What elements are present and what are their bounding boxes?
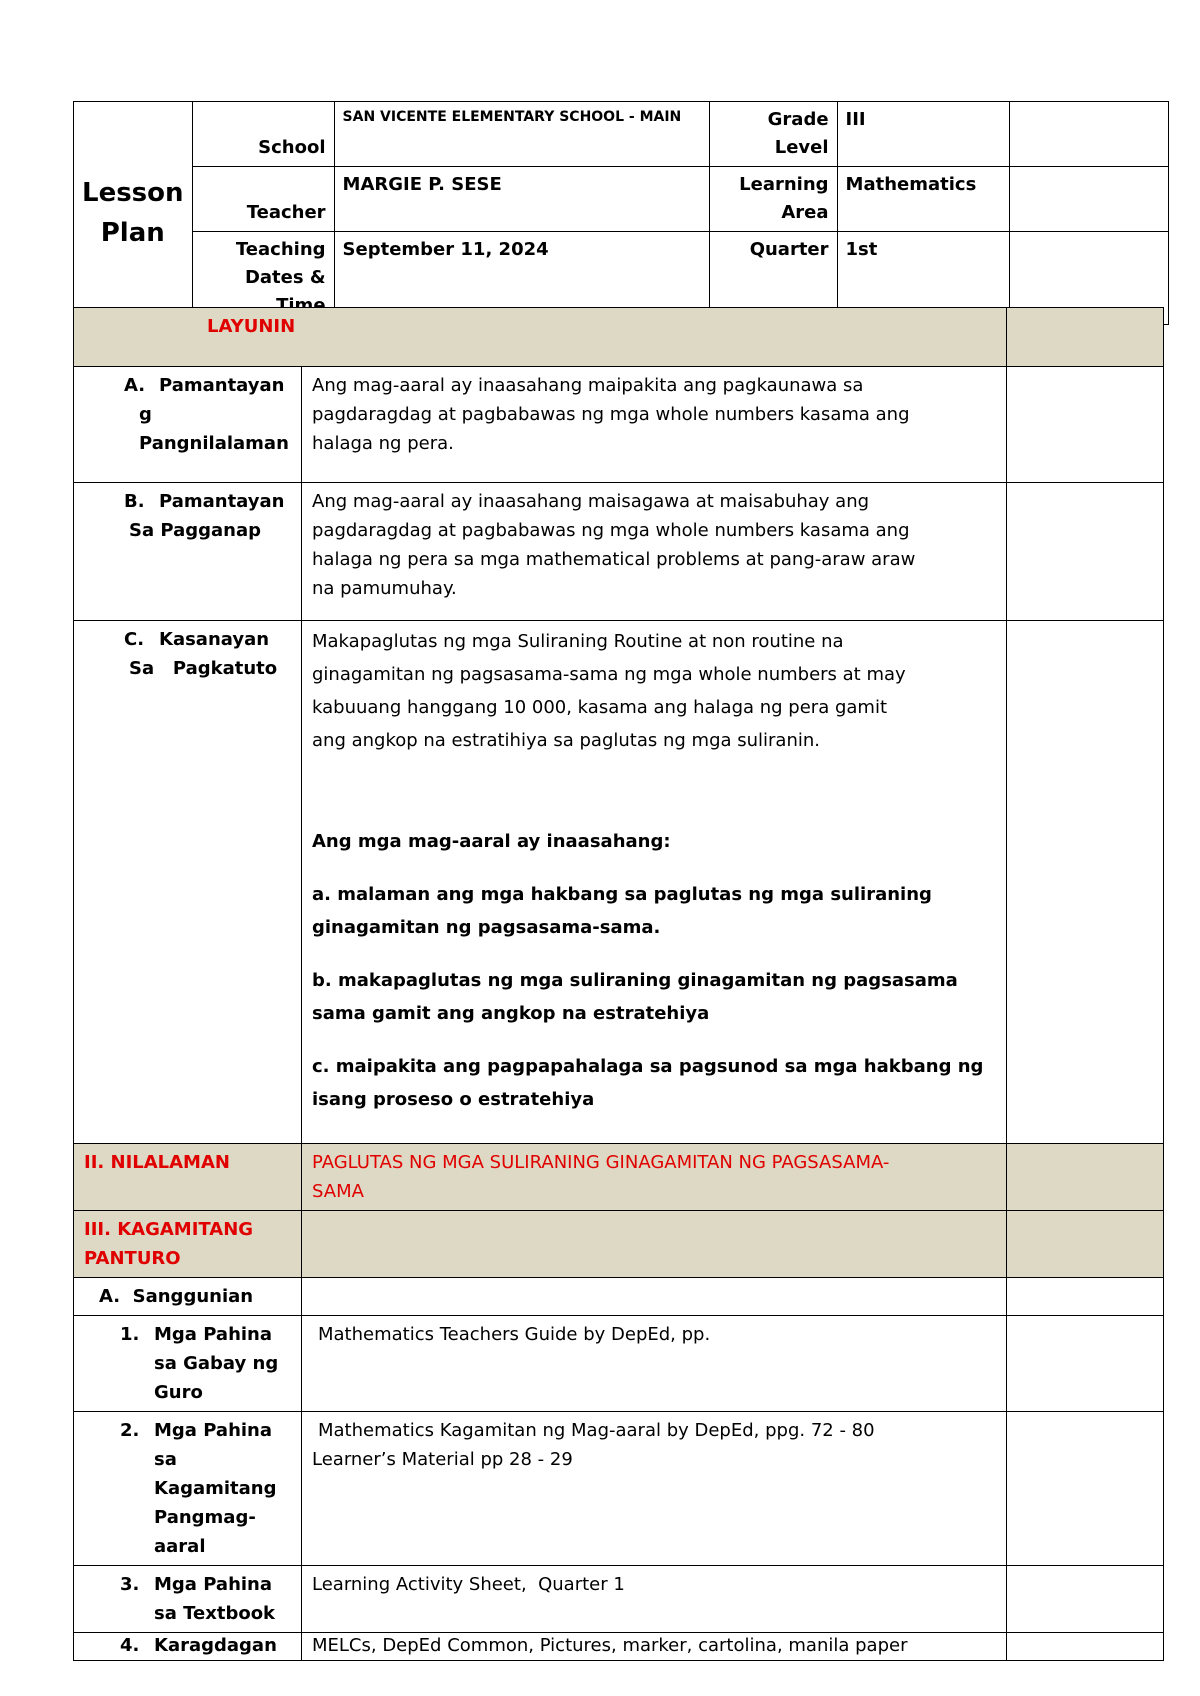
- kasanayan-pagkatuto-label: C. Kasanayan Sa Pagkatuto: [74, 621, 302, 1144]
- teacher-label: Teacher: [192, 167, 334, 232]
- header-blank-cell: [1009, 102, 1168, 167]
- kagamitang-panturo-blank: [302, 1211, 1007, 1278]
- lesson-plan-header: [73, 101, 1169, 325]
- side-blank-cell: [1007, 1633, 1164, 1661]
- school-label: School: [192, 102, 334, 167]
- karagdagan-label: 4. Karagdagan: [74, 1633, 302, 1661]
- school-value: SAN VICENTE ELEMENTARY SCHOOL - MAIN: [334, 102, 709, 167]
- quarter-label: Quarter: [709, 232, 837, 325]
- sanggunian-blank: [302, 1278, 1007, 1316]
- side-blank-cell: [1007, 1566, 1164, 1633]
- kagamitang-panturo-heading: III. KAGAMITANG PANTURO: [74, 1211, 302, 1278]
- quarter-value: 1st: [837, 232, 1009, 325]
- learning-area-label: Learning Area: [709, 167, 837, 232]
- sanggunian-label: A. Sanggunian: [74, 1278, 302, 1316]
- grade-level-label: Grade Level: [709, 102, 837, 167]
- karagdagan-text: MELCs, DepEd Common, Pictures, marker, cartolina, manila paper: [302, 1633, 1007, 1661]
- side-blank-cell: [1007, 1211, 1164, 1278]
- side-blank-cell: [1007, 367, 1164, 483]
- side-blank-cell: [1007, 483, 1164, 621]
- pamantayan-pangnilalaman-text: Ang mag-aaral ay inaasahang maipakita ang pagkaunawa sa pagdaragdag at pagbabawas ng mga whole numbers kasama ang halaga ng pera.: [302, 367, 1007, 483]
- gabay-ng-guro-text: Mathematics Teachers Guide by DepEd, pp.: [302, 1316, 1007, 1412]
- lesson-plan-body: [73, 307, 1164, 1661]
- teacher-value: MARGIE P. SESE: [334, 167, 709, 232]
- side-blank-cell: [1007, 1412, 1164, 1566]
- side-blank-cell: [1007, 1278, 1164, 1316]
- side-blank-cell: [1007, 308, 1164, 367]
- nilalaman-text: PAGLUTAS NG MGA SULIRANING GINAGAMITAN NG PAGSASAMA- SAMA: [302, 1144, 1007, 1211]
- side-blank-cell: [1007, 621, 1164, 1144]
- grade-level-value: III: [837, 102, 1009, 167]
- learning-area-value: Mathematics: [837, 167, 1009, 232]
- nilalaman-heading: II. NILALAMAN: [74, 1144, 302, 1211]
- teaching-dates-value: September 11, 2024: [334, 232, 709, 325]
- lesson-plan-title: Lesson Plan: [74, 102, 193, 325]
- pamantayan-pagganap-text: Ang mag-aaral ay inaasahang maisagawa at maisabuhay ang pagdaragdag at pagbabawas ng mga whole numbers kasama ang halaga ng pera sa mga mathematical problems at pang-araw araw na pamumuhay.: [302, 483, 1007, 621]
- teaching-dates-label: Teaching Dates & Time: [192, 232, 334, 325]
- kasanayan-pagkatuto-text: Makapaglutas ng mga Suliraning Routine at non routine na ginagamitan ng pagsasama-sama ng mga whole numbers at may kabuuang hanggang 10 000, kasama ang halaga ng pera gamit ang angkop na estratihiya sa paglutas ng mga suliranin. Ang mga mag-aaral ay inaasahang: a. malaman ang mga hakbang sa paglutas ng mga suliraning ginagamitan ng pagsasama-sama. b. makapaglutas ng mga suliraning ginagamitan ng pagsasama sama gamit ang angkop na estratehiya c. maipakita ang pagpapahalaga sa pagsunod sa mga hakbang ng isang proseso o estratehiya: [302, 621, 1007, 1144]
- textbook-text: Learning Activity Sheet, Quarter 1: [302, 1566, 1007, 1633]
- header-blank-cell: [1009, 167, 1168, 232]
- pamantayan-pagganap-label: B. Pamantayan Sa Pagganap: [74, 483, 302, 621]
- kagamitang-pangmag-aaral-label: 2. Mga Pahina sa Kagamitang Pangmag- aaral: [74, 1412, 302, 1566]
- layunin-heading: LAYUNIN: [74, 308, 1007, 367]
- side-blank-cell: [1007, 1316, 1164, 1412]
- pamantayan-pangnilalaman-label: A. Pamantayan g Pangnilalaman: [74, 367, 302, 483]
- side-blank-cell: [1007, 1144, 1164, 1211]
- kagamitang-pangmag-aaral-text: Mathematics Kagamitan ng Mag-aaral by DepEd, ppg. 72 - 80 Learner’s Material pp 28 - 29: [302, 1412, 1007, 1566]
- textbook-label: 3. Mga Pahina sa Textbook: [74, 1566, 302, 1633]
- gabay-ng-guro-label: 1. Mga Pahina sa Gabay ng Guro: [74, 1316, 302, 1412]
